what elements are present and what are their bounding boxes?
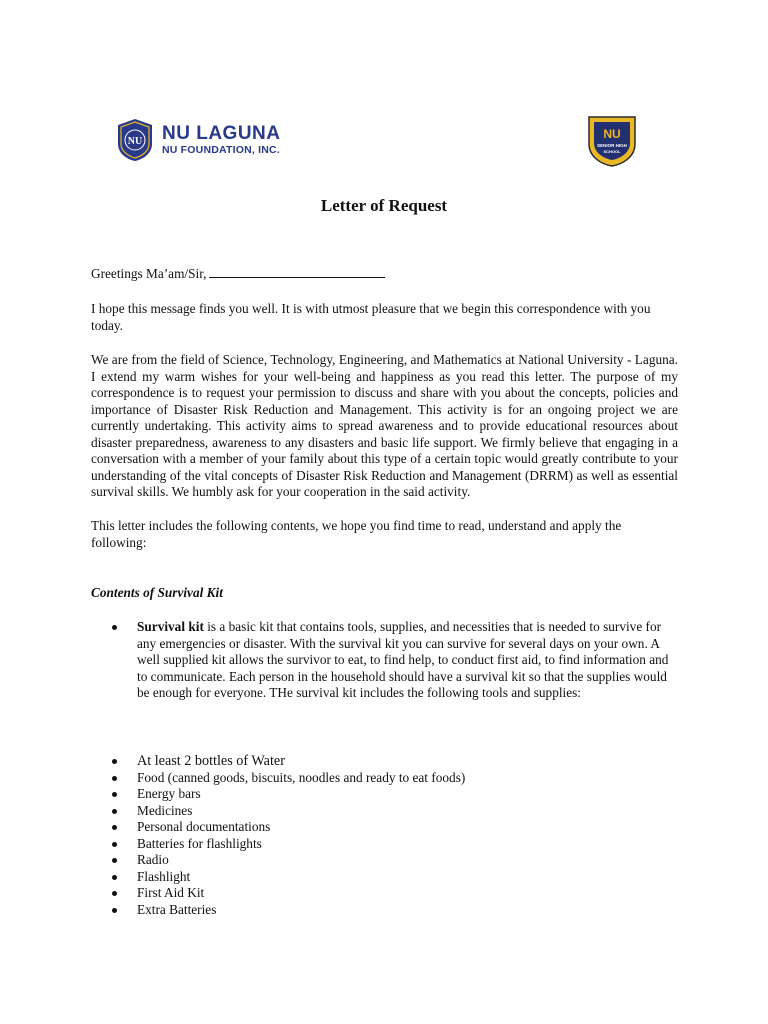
- bullet-icon: [112, 759, 117, 764]
- bullet-icon: [112, 776, 117, 781]
- bullet-icon: [112, 809, 117, 814]
- list-item: Flashlight: [112, 869, 512, 886]
- survival-kit-description-list: [112, 619, 678, 702]
- list-item: At least 2 bottles of Water: [112, 753, 512, 770]
- svg-text:SENIOR HIGH: SENIOR HIGH: [597, 143, 627, 148]
- logo-title: NU LAGUNA: [162, 122, 281, 144]
- bullet-icon: [112, 875, 117, 880]
- list-item: Food (canned goods, biscuits, noodles and ready to eat foods): [112, 770, 512, 787]
- list-item: Personal documentations: [112, 819, 512, 836]
- list-item: First Aid Kit: [112, 885, 512, 902]
- section-heading: Contents of Survival Kit: [91, 585, 223, 600]
- supplies-list: [112, 753, 512, 918]
- bullet-icon: [112, 842, 117, 847]
- list-item: Energy bars: [112, 786, 512, 803]
- svg-text:SCHOOL: SCHOOL: [603, 149, 621, 154]
- logo-subtitle: NU FOUNDATION, INC.: [162, 143, 280, 156]
- bullet-icon: [112, 625, 117, 630]
- nu-laguna-logo: [116, 117, 281, 163]
- nu-senior-high-logo-icon: [586, 114, 638, 168]
- seal-text: NU: [127, 136, 143, 147]
- greeting-text: Greetings Ma’am/Sir,: [91, 266, 207, 281]
- list-item: [112, 619, 678, 702]
- bullet-icon: [112, 792, 117, 797]
- list-item: Batteries for flashlights: [112, 836, 512, 853]
- bullet-icon: [112, 908, 117, 913]
- survival-kit-definition: is a basic kit that contains tools, supplies, and necessities that is needed to survive for any emergencies or disaster. With the survival kit you can survive for several days on your own. A well supplied kit allows the survivor to eat, to find help, to conduct first aid, to find information and to communicate. Each person in the household should have a survival kit so that the supplies would be enough for everyone. THe survival kit includes the following tools and supplies:: [137, 619, 669, 700]
- bullet-icon: [112, 858, 117, 863]
- paragraph-intro: I hope this message finds you well. It is with utmost pleasure that we begin this correspondence with you today.: [91, 301, 651, 333]
- name-blank-line: [209, 265, 385, 278]
- list-item: Extra Batteries: [112, 902, 512, 919]
- bullet-icon: [112, 891, 117, 896]
- greeting-line: [91, 265, 678, 283]
- bullet-icon: [112, 825, 117, 830]
- list-item: Radio: [112, 852, 512, 869]
- list-item: Medicines: [112, 803, 512, 820]
- letter-title: Letter of Request: [320, 196, 448, 215]
- nu-seal-icon: [116, 118, 154, 162]
- paragraph-purpose: We are from the field of Science, Technology, Engineering, and Mathematics at National University - Laguna. I extend my warm wishes for your well-being and happiness as you read this letter. The purpose of my correspondence is to request your permission to discuss and share with you about the concepts, policies and importance of Disaster Risk Reduction and Management. This activity is for an ongoing project we are currently undertaking. This activity aims to spread awareness and to provide educational resources about disaster preparedness, awareness to any disasters and basic life support. We firmly believe that engaging in a conversation with a member of your family about this type of a certain topic would greatly contribute to your understanding of the vital concepts of Disaster Risk Reduction and Management (DRRM) as well as essential survival skills. We humbly ask for your cooperation in the said activity.: [91, 352, 678, 499]
- survival-kit-term: Survival kit: [137, 619, 204, 634]
- svg-text:NU: NU: [603, 127, 621, 141]
- paragraph-contents: This letter includes the following contents, we hope you find time to read, understand and apply the following:: [91, 518, 622, 550]
